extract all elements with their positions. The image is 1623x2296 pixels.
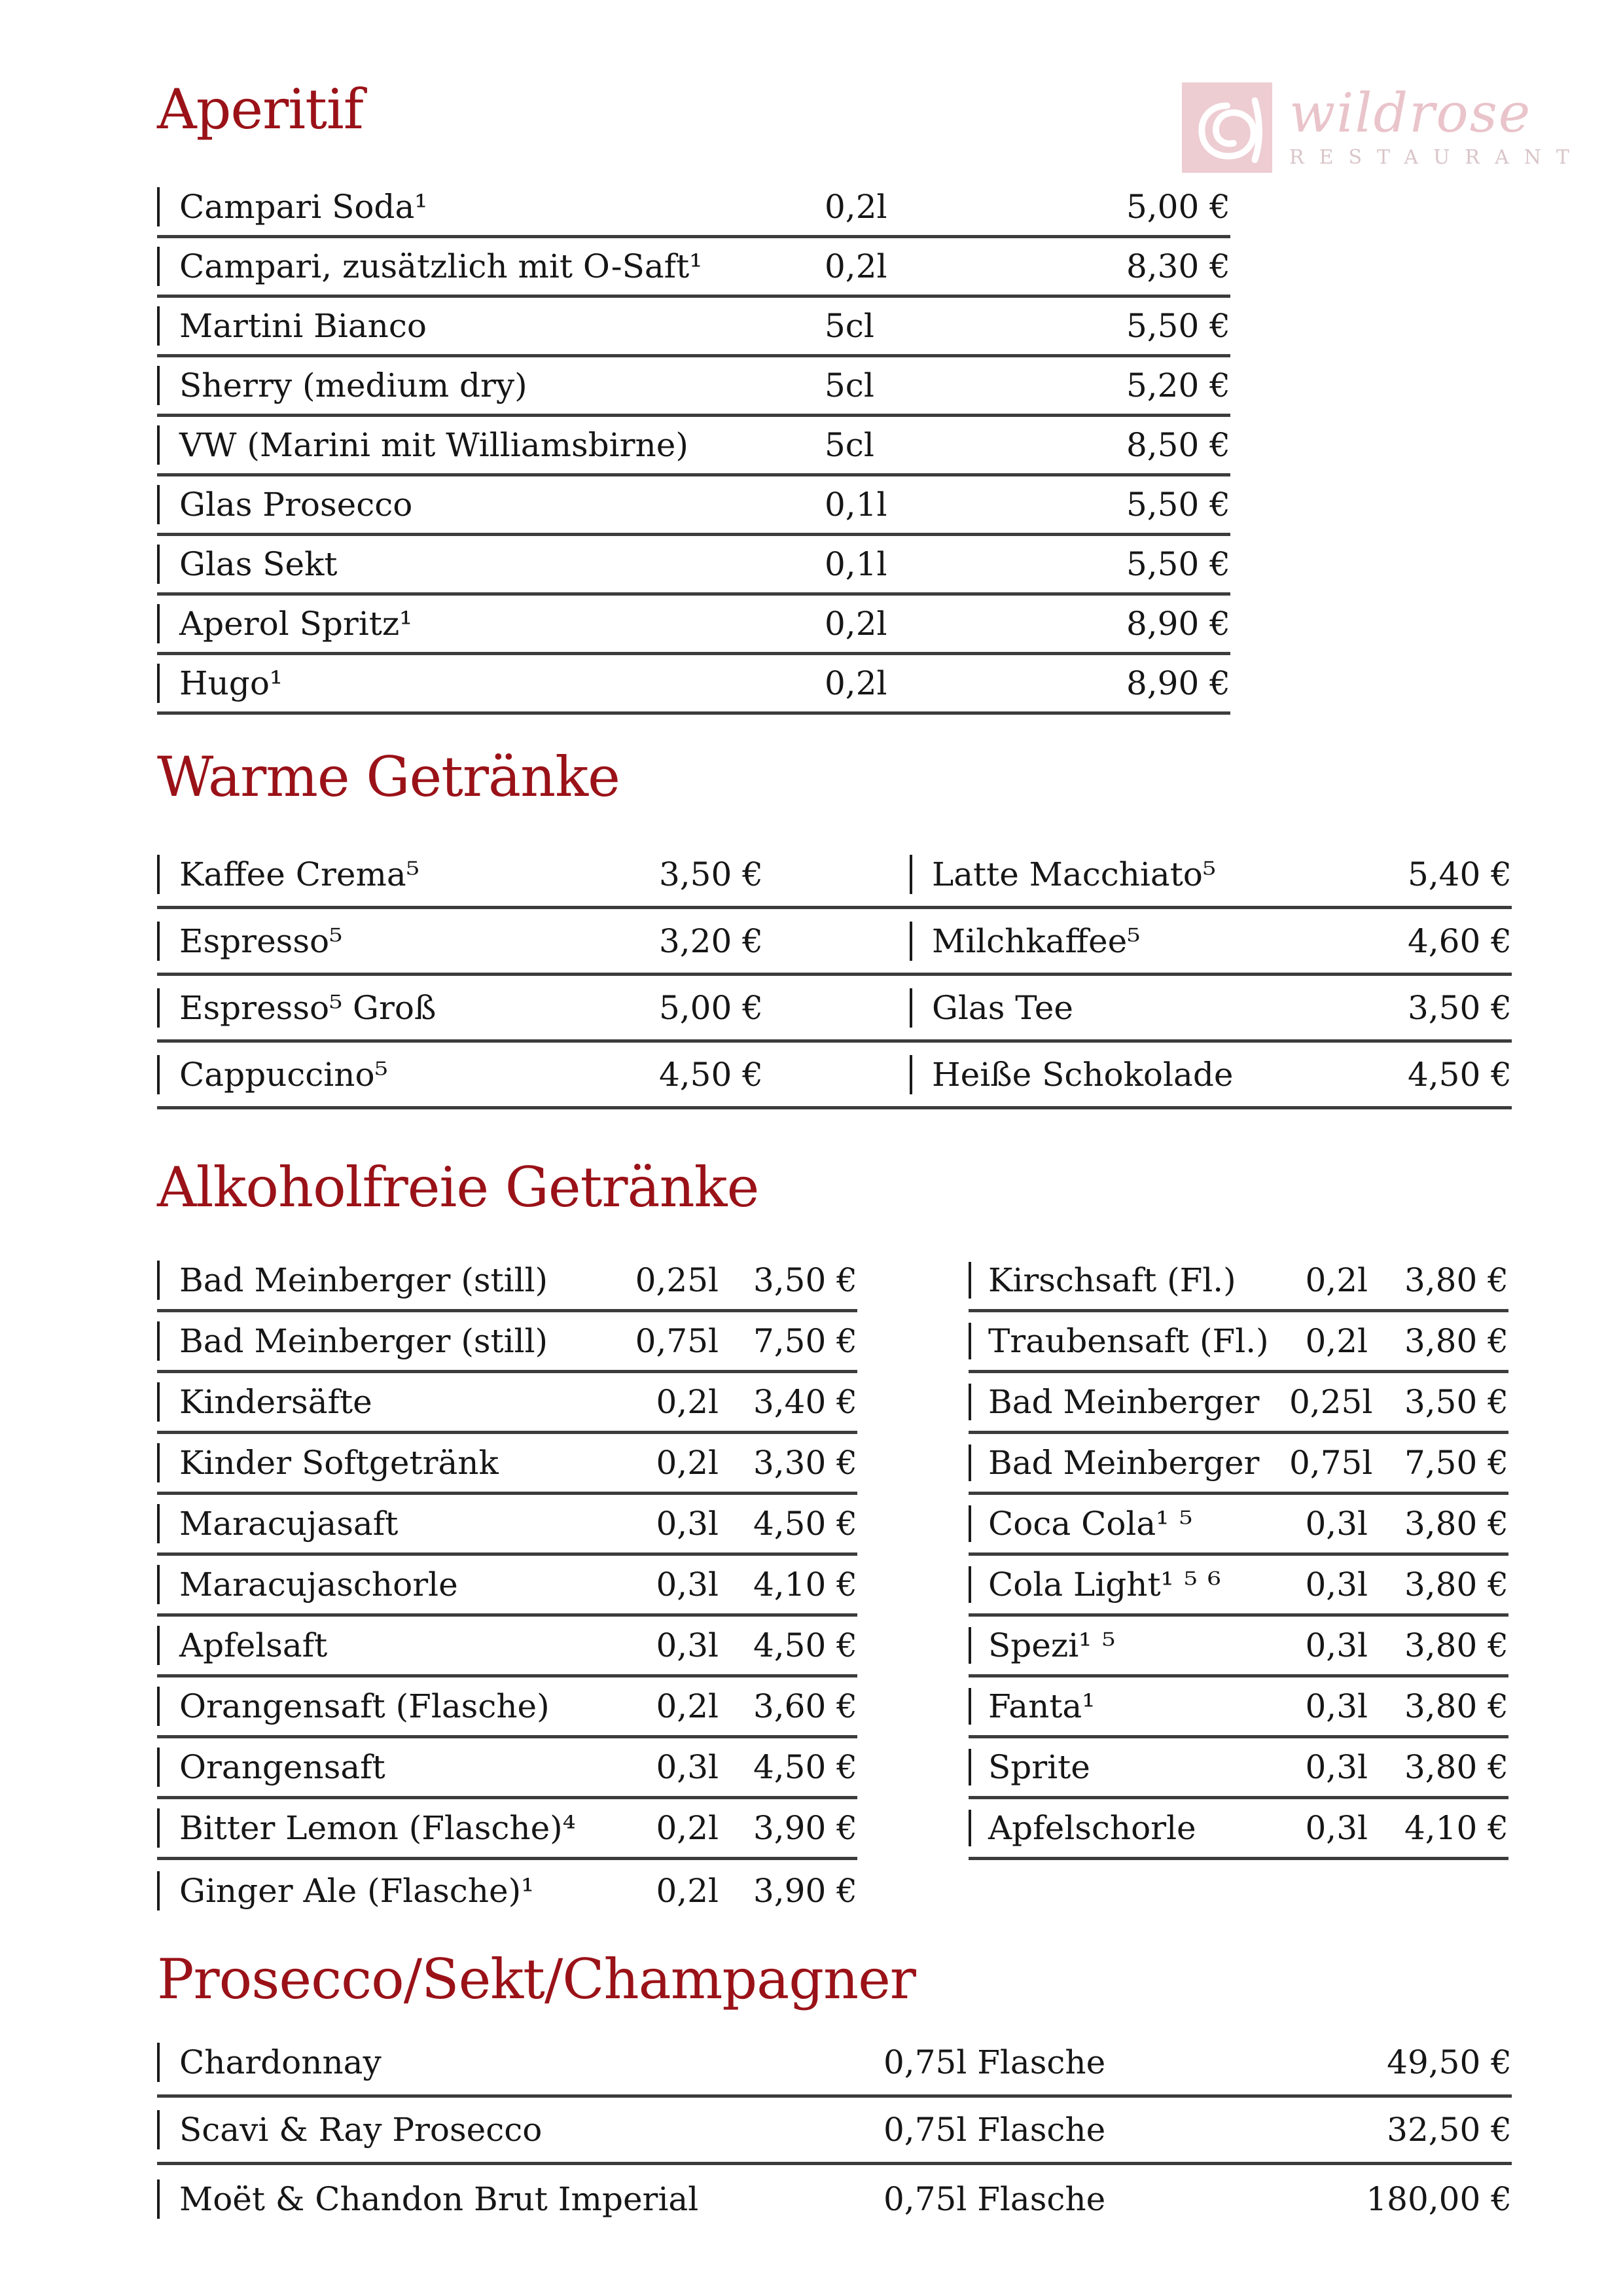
soft-drinks-right-table xyxy=(969,1251,1508,1860)
item-name: Bad Meinberger xyxy=(988,1444,1260,1482)
menu-page xyxy=(157,77,1512,2233)
item-marker-bar xyxy=(910,988,912,1028)
item-price: 3,50 € xyxy=(1407,988,1512,1027)
item-price: 3,50 € xyxy=(753,1261,857,1300)
item-price: 4,50 € xyxy=(753,1505,857,1543)
item-price: 8,30 € xyxy=(1126,247,1230,286)
item-name: Apfelschorle xyxy=(988,1809,1196,1848)
item-marker-bar xyxy=(157,366,160,405)
menu-item-row xyxy=(157,417,1230,476)
item-marker-bar xyxy=(157,1261,160,1300)
item-marker-bar xyxy=(157,1321,160,1361)
item-price: 7,50 € xyxy=(753,1322,857,1361)
item-name: Kinder Softgetränk xyxy=(179,1444,499,1482)
menu-item-row xyxy=(157,842,1512,909)
item-marker-bar xyxy=(157,2110,160,2149)
item-quantity: 0,2l xyxy=(1305,1322,1368,1361)
item-marker-bar xyxy=(157,2043,160,2082)
menu-item-row xyxy=(157,1251,857,1312)
item-name: Martini Bianco xyxy=(179,307,427,346)
item-name: Traubensaft (Fl.) xyxy=(988,1322,1269,1361)
item-marker-bar xyxy=(969,1444,971,1481)
item-price: 8,50 € xyxy=(1126,426,1230,465)
item-name: VW (Marini mit Williamsbirne) xyxy=(179,426,688,465)
item-price: 3,90 € xyxy=(753,1809,857,1848)
soft-drinks-left-table xyxy=(157,1251,857,1921)
item-price: 5,50 € xyxy=(1126,486,1230,524)
item-price: 5,00 € xyxy=(1126,188,1230,226)
menu-item-row xyxy=(157,596,1230,655)
item-quantity: 0,2l xyxy=(825,188,887,226)
menu-item-row xyxy=(969,1251,1508,1312)
item-name: Maracujasaft xyxy=(179,1505,399,1543)
logo-subtitle: RESTAURANT xyxy=(1289,145,1584,169)
warme-getraenke-table xyxy=(157,842,1512,1109)
menu-item-row xyxy=(157,2098,1512,2165)
item-quantity: 0,75l Flasche xyxy=(883,2179,1106,2218)
item-quantity: 0,3l xyxy=(656,1748,719,1787)
menu-item-row xyxy=(157,357,1230,417)
item-name: Campari, zusätzlich mit O-Saft¹ xyxy=(179,247,703,286)
item-marker-bar xyxy=(157,425,160,465)
item-name: Glas Tee xyxy=(932,988,1073,1027)
menu-item-row xyxy=(969,1556,1508,1617)
item-marker-bar xyxy=(969,1323,971,1359)
item-price: 4,50 € xyxy=(1407,1055,1512,1094)
section-title-warme-getraenke: Warme Getränke xyxy=(157,745,620,810)
item-quantity: 5cl xyxy=(825,367,874,405)
item-marker-bar xyxy=(157,1808,160,1848)
section-title-aperitif: Aperitif xyxy=(157,77,363,141)
item-price: 3,80 € xyxy=(1404,1687,1508,1726)
item-name: Campari Soda¹ xyxy=(179,188,428,226)
menu-item-row xyxy=(157,1373,857,1434)
menu-item-row xyxy=(157,476,1230,536)
item-price: 3,20 € xyxy=(658,922,763,960)
menu-item-row xyxy=(969,1799,1508,1860)
item-quantity: 0,3l xyxy=(1305,1687,1368,1726)
item-price: 3,50 € xyxy=(658,855,763,893)
item-price: 4,50 € xyxy=(753,1748,857,1787)
item-marker-bar xyxy=(157,1626,160,1665)
item-price: 4,10 € xyxy=(1404,1809,1508,1848)
menu-item-row xyxy=(969,1677,1508,1738)
item-price: 3,80 € xyxy=(1404,1505,1508,1543)
item-price: 5,50 € xyxy=(1126,545,1230,584)
item-name: Aperol Spritz¹ xyxy=(179,605,413,643)
item-name: Hugo¹ xyxy=(179,664,283,703)
alkoholfreie-getraenke-tables xyxy=(157,1251,1512,1921)
item-name: Apfelsaft xyxy=(179,1626,328,1665)
menu-item-row xyxy=(157,2030,1512,2098)
item-price: 4,50 € xyxy=(658,1055,763,1094)
item-price: 3,80 € xyxy=(1404,1748,1508,1787)
item-marker-bar xyxy=(157,922,160,961)
item-price: 3,80 € xyxy=(1404,1261,1508,1300)
item-price: 32,50 € xyxy=(1387,2111,1512,2149)
item-marker-bar xyxy=(910,855,912,894)
item-marker-bar xyxy=(969,1627,971,1664)
menu-item-row xyxy=(157,298,1230,357)
item-quantity: 5cl xyxy=(825,307,874,346)
item-price: 4,10 € xyxy=(753,1566,857,1604)
item-quantity: 0,3l xyxy=(1305,1505,1368,1543)
item-quantity: 0,3l xyxy=(656,1566,719,1604)
item-name: Glas Sekt xyxy=(179,545,338,584)
menu-item-row xyxy=(969,1434,1508,1495)
item-marker-bar xyxy=(157,545,160,584)
item-price: 3,30 € xyxy=(753,1444,857,1482)
item-quantity: 0,2l xyxy=(656,1871,719,1910)
item-name: Chardonnay xyxy=(179,2043,382,2082)
item-name: Sherry (medium dry) xyxy=(179,367,527,405)
item-quantity: 0,75l Flasche xyxy=(883,2111,1106,2149)
item-marker-bar xyxy=(157,1055,160,1094)
item-name: Glas Prosecco xyxy=(179,486,413,524)
item-price: 5,00 € xyxy=(658,988,763,1027)
item-quantity: 0,2l xyxy=(656,1383,719,1422)
item-quantity: 0,2l xyxy=(656,1809,719,1848)
item-quantity: 0,3l xyxy=(1305,1748,1368,1787)
item-marker-bar xyxy=(969,1810,971,1846)
item-price: 3,80 € xyxy=(1404,1322,1508,1361)
item-quantity: 0,2l xyxy=(825,664,887,703)
item-name: Orangensaft xyxy=(179,1748,385,1787)
item-quantity: 0,25l xyxy=(1289,1383,1373,1422)
menu-item-row xyxy=(157,1677,857,1738)
prosecco-table xyxy=(157,2030,1512,2233)
item-name: Orangensaft (Flasche) xyxy=(179,1687,550,1726)
item-marker-bar xyxy=(969,1566,971,1603)
item-marker-bar xyxy=(157,1443,160,1482)
item-price: 5,50 € xyxy=(1126,307,1230,346)
item-quantity: 0,3l xyxy=(1305,1626,1368,1665)
item-marker-bar xyxy=(157,2179,160,2219)
item-price: 7,50 € xyxy=(1404,1444,1508,1482)
item-name: Coca Cola¹ ⁵ xyxy=(988,1505,1193,1543)
item-name: Scavi & Ray Prosecco xyxy=(179,2111,543,2149)
aperitif-table xyxy=(157,179,1230,715)
item-quantity: 0,1l xyxy=(825,486,887,524)
item-name: Latte Macchiato⁵ xyxy=(932,855,1216,893)
item-marker-bar xyxy=(157,247,160,286)
item-name: Bad Meinberger (still) xyxy=(179,1322,548,1361)
item-quantity: 0,2l xyxy=(825,605,887,643)
menu-item-row xyxy=(969,1373,1508,1434)
menu-item-row xyxy=(157,1312,857,1373)
item-quantity: 0,75l Flasche xyxy=(883,2043,1106,2082)
item-quantity: 0,75l xyxy=(1289,1444,1373,1482)
menu-item-row xyxy=(157,238,1230,298)
item-price: 180,00 € xyxy=(1366,2179,1512,2218)
menu-item-row xyxy=(969,1617,1508,1677)
item-name: Heiße Schokolade xyxy=(932,1055,1234,1094)
item-price: 8,90 € xyxy=(1126,664,1230,703)
menu-item-row xyxy=(157,1495,857,1556)
menu-item-row xyxy=(157,179,1230,238)
item-price: 49,50 € xyxy=(1387,2043,1512,2082)
item-quantity: 0,75l xyxy=(635,1322,719,1361)
item-quantity: 5cl xyxy=(825,426,874,465)
item-name: Bitter Lemon (Flasche)⁴ xyxy=(179,1809,576,1848)
item-marker-bar xyxy=(157,1748,160,1787)
menu-item-row xyxy=(969,1312,1508,1373)
menu-item-row xyxy=(157,909,1512,976)
item-quantity: 0,25l xyxy=(635,1261,719,1300)
item-name: Kaffee Crema⁵ xyxy=(179,855,419,893)
item-marker-bar xyxy=(157,306,160,346)
menu-item-row xyxy=(157,1556,857,1617)
item-name: Fanta¹ xyxy=(988,1687,1096,1726)
item-price: 3,80 € xyxy=(1404,1626,1508,1665)
item-marker-bar xyxy=(157,1687,160,1726)
item-marker-bar xyxy=(157,664,160,703)
item-quantity: 0,2l xyxy=(1305,1261,1368,1300)
item-name: Bad Meinberger xyxy=(988,1383,1260,1422)
item-name: Moët & Chandon Brut Imperial xyxy=(179,2179,699,2218)
item-marker-bar xyxy=(969,1262,971,1299)
item-price: 5,40 € xyxy=(1407,855,1512,893)
item-price: 3,60 € xyxy=(753,1687,857,1726)
item-marker-bar xyxy=(969,1749,971,1785)
item-marker-bar xyxy=(157,1871,160,1910)
item-name: Maracujaschorle xyxy=(179,1566,458,1604)
item-marker-bar xyxy=(969,1688,971,1725)
item-name: Bad Meinberger (still) xyxy=(179,1261,548,1300)
menu-item-row xyxy=(969,1738,1508,1799)
item-marker-bar xyxy=(157,485,160,524)
item-quantity: 0,3l xyxy=(1305,1566,1368,1604)
item-quantity: 0,2l xyxy=(656,1687,719,1726)
item-name: Sprite xyxy=(988,1748,1090,1787)
item-marker-bar xyxy=(969,1384,971,1420)
logo-brand-text: wildrose xyxy=(1289,82,1532,145)
item-marker-bar xyxy=(910,1055,912,1094)
item-quantity: 0,1l xyxy=(825,545,887,584)
item-marker-bar xyxy=(157,604,160,643)
item-name: Kindersäfte xyxy=(179,1383,372,1422)
section-title-alkoholfreie-getraenke: Alkoholfreie Getränke xyxy=(157,1155,759,1220)
item-marker-bar xyxy=(910,922,912,961)
item-marker-bar xyxy=(157,1382,160,1422)
menu-item-row xyxy=(157,655,1230,715)
item-name: Spezi¹ ⁵ xyxy=(988,1626,1116,1665)
item-marker-bar xyxy=(157,1565,160,1604)
item-quantity: 0,3l xyxy=(656,1626,719,1665)
menu-item-row xyxy=(157,1799,857,1860)
menu-item-row xyxy=(157,1434,857,1495)
menu-item-row xyxy=(969,1495,1508,1556)
menu-item-row xyxy=(157,1738,857,1799)
item-price: 3,80 € xyxy=(1404,1566,1508,1604)
item-quantity: 0,2l xyxy=(825,247,887,286)
item-price: 5,20 € xyxy=(1126,367,1230,405)
item-name: Milchkaffee⁵ xyxy=(932,922,1141,960)
item-marker-bar xyxy=(157,187,160,226)
item-marker-bar xyxy=(969,1505,971,1542)
item-quantity: 0,2l xyxy=(656,1444,719,1482)
item-name: Cola Light¹ ⁵ ⁶ xyxy=(988,1566,1221,1604)
item-name: Kirschsaft (Fl.) xyxy=(988,1261,1236,1300)
item-price: 3,50 € xyxy=(1404,1383,1508,1422)
item-marker-bar xyxy=(157,1504,160,1543)
item-name: Cappuccino⁵ xyxy=(179,1055,388,1094)
item-name: Ginger Ale (Flasche)¹ xyxy=(179,1871,535,1910)
menu-item-row xyxy=(157,2165,1512,2233)
item-price: 4,60 € xyxy=(1407,922,1512,960)
item-name: Espresso⁵ Groß xyxy=(179,988,437,1027)
item-quantity: 0,3l xyxy=(656,1505,719,1543)
item-price: 4,50 € xyxy=(753,1626,857,1665)
section-title-prosecco-sekt-champagner: Prosecco/Sekt/Champagner xyxy=(157,1947,916,2012)
item-price: 3,40 € xyxy=(753,1383,857,1422)
item-marker-bar xyxy=(157,855,160,894)
item-price: 3,90 € xyxy=(753,1871,857,1910)
menu-item-row xyxy=(157,1043,1512,1109)
item-name: Espresso⁵ xyxy=(179,922,343,960)
menu-item-row xyxy=(157,976,1512,1043)
menu-item-row xyxy=(157,1617,857,1677)
item-price: 8,90 € xyxy=(1126,605,1230,643)
item-marker-bar xyxy=(157,988,160,1028)
menu-item-row xyxy=(157,536,1230,596)
item-quantity: 0,3l xyxy=(1305,1809,1368,1848)
menu-item-row xyxy=(157,1860,857,1921)
